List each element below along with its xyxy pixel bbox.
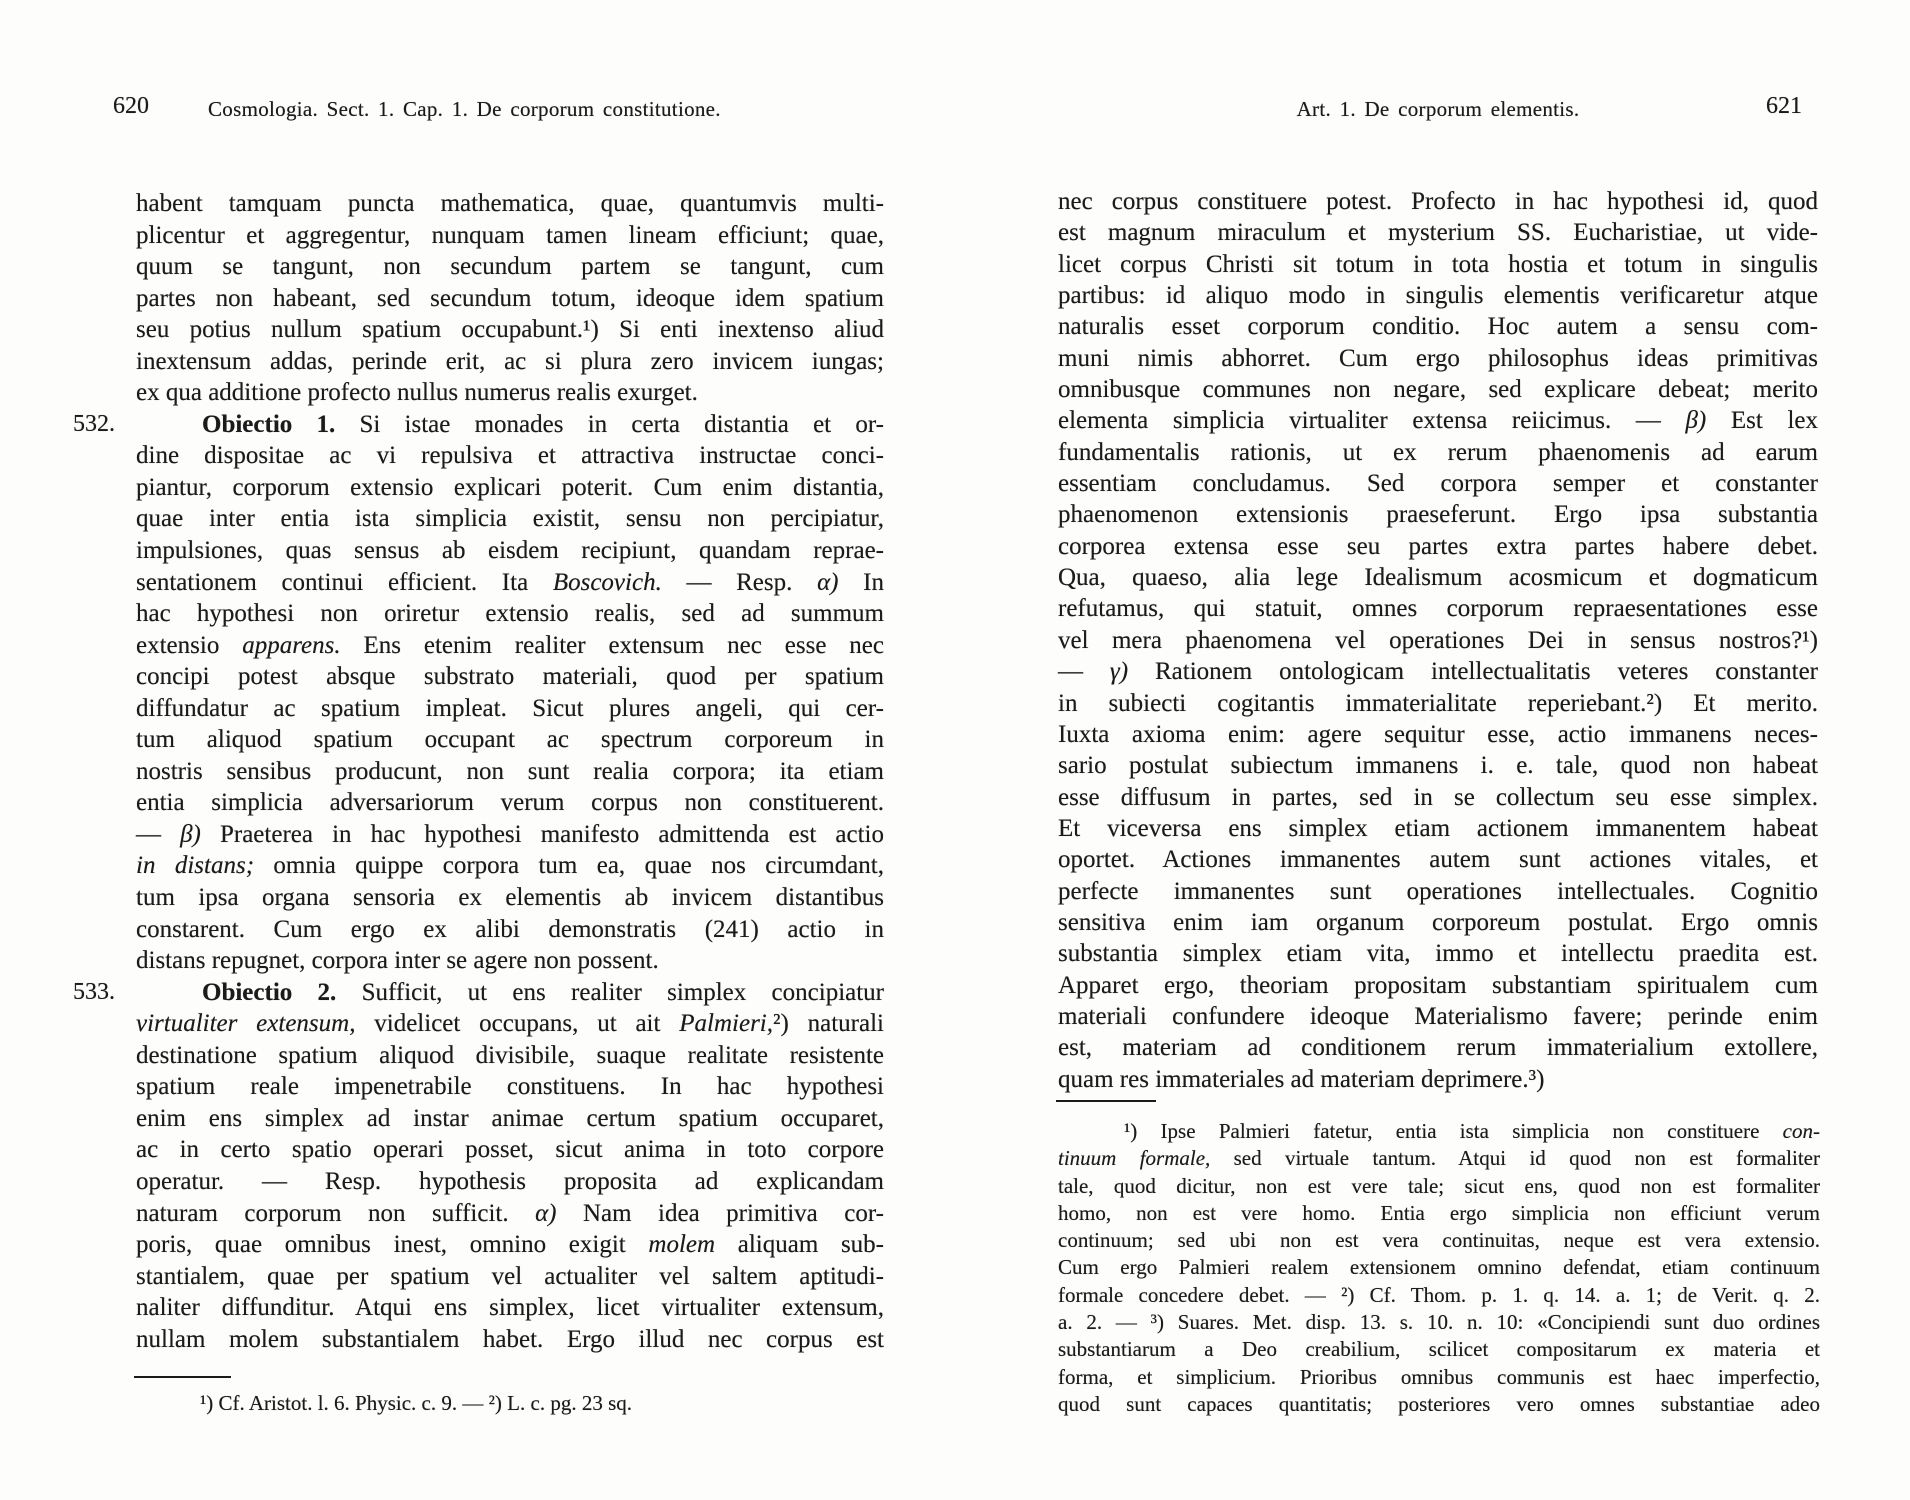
text-line (1058, 719, 1818, 750)
right-footnote (1058, 1118, 1820, 1418)
text-line (136, 409, 884, 441)
text-segment: concipi potest absque substrato materiali, quod per spatium (136, 663, 884, 691)
text-line (1058, 1200, 1820, 1227)
text-segment: elementa simplicia virtualiter extensa reiicimus. — (1058, 407, 1686, 435)
text-segment: habent tamquam puncta mathematica, quae, quantumvis multi- (136, 190, 884, 217)
text-segment: — (1058, 658, 1110, 686)
page-number-right: 621 (1766, 93, 1802, 119)
text-segment: naliter diffunditur. Atqui ens simplex, licet virtualiter extensum, (136, 1294, 884, 1322)
text-segment: in subiecti cogitantis immaterialitate reperiebant.²) Et merito. (1058, 689, 1818, 717)
text-segment: sario postulat subiectum immanens i. e. tale, quod non habeat (1058, 752, 1818, 780)
text-line (136, 1134, 884, 1166)
text-line (1058, 1254, 1820, 1281)
text-line (136, 914, 884, 946)
text-segment: naturam corporum non sufficit. (136, 1199, 536, 1227)
text-line (1058, 813, 1818, 844)
text-segment: nostris sensibus producunt, non sunt realia corpora; ita etiam (136, 757, 884, 785)
text-line (136, 472, 884, 504)
text-line (1058, 750, 1818, 781)
text-segment: ac in certo spatio operari posset, sicut anima in toto corpore (136, 1136, 884, 1164)
text-segment: Praeterea in hac hypothesi manifesto admittenda est actio (200, 820, 885, 848)
text-line (136, 724, 884, 756)
text-line (1058, 217, 1818, 248)
text-segment: In (838, 568, 885, 596)
text-segment: ²) naturali (773, 1010, 884, 1038)
text-segment: homo, non est vere homo. Entia ergo simplicia non efficiunt verum (1058, 1200, 1820, 1225)
text-line (1058, 405, 1818, 436)
text-line (136, 1324, 884, 1356)
text-line (136, 346, 884, 378)
text-segment: destinatione spatium aliquod divisibile, suaque realitate resistente (136, 1041, 884, 1069)
page-number-left: 620 (113, 93, 149, 119)
text-segment: Palmieri, (679, 1010, 773, 1038)
left-text-column (73, 188, 885, 1355)
text-segment: impulsiones, quas sensus ab eisdem recipiunt, quandam reprae- (136, 537, 884, 565)
text-segment: Rationem ontologicam intellectualitatis veteres constanter (1128, 658, 1818, 686)
text-line (1058, 688, 1818, 719)
margin-paragraph-number: 532. (73, 410, 115, 437)
text-line (1058, 1282, 1820, 1309)
text-segment: distans repugnet, corpora inter se agere non possent. (136, 947, 659, 975)
text-segment: essentiam concludamus. Sed corpora semper et constanter (1058, 470, 1818, 498)
left-footnote (136, 1390, 884, 1417)
text-segment: formale concedere debet. — ²) Cf. Thom. p. 1. q. 14. a. 1; de Verit. q. 2. (1058, 1282, 1820, 1307)
text-segment: refutamus, qui statuit, omnes corporum repraesentationes esse (1058, 595, 1818, 623)
text-line (136, 314, 884, 346)
text-segment: tale, quod dicitur, non est vere tale; sicut ens, quod non est formaliter (1058, 1173, 1820, 1198)
text-line (1058, 249, 1818, 280)
text-segment: quae inter entia ista simplicia existit, sensu non percipiatur, (136, 505, 884, 533)
text-line (136, 503, 884, 535)
text-line (136, 850, 884, 882)
text-line (1058, 1032, 1818, 1063)
text-line (136, 756, 884, 788)
text-segment: a. 2. — ³) Suares. Met. disp. 13. s. 10. n. 10: «Concipiendi sunt duo ordines (1058, 1310, 1820, 1335)
text-segment: piantur, corporum extensio explicari poterit. Cum enim distantia, (136, 473, 884, 501)
text-line (136, 1103, 884, 1135)
text-line (136, 440, 884, 472)
text-segment: virtualiter extensum, (136, 1010, 356, 1038)
text-line (136, 220, 884, 252)
text-segment: tum aliquod spatium occupant ac spectrum corporeum in (136, 726, 884, 754)
text-line (1058, 531, 1818, 562)
text-segment: con- (1782, 1119, 1820, 1143)
text-line (136, 1390, 884, 1417)
right-text-column (1058, 186, 1818, 1095)
text-line (1058, 1173, 1820, 1200)
margin-paragraph-number: 533. (73, 978, 115, 1005)
text-segment: γ) (1109, 658, 1129, 686)
text-segment: continuum; sed ubi non est vera continuitas, neque est vera extensio. (1058, 1228, 1820, 1253)
text-segment: phaenomenon extensionis praeseferunt. Ergo ipsa substantia (1058, 501, 1818, 529)
text-segment: forma, et simplicium. Prioribus omnibus communis est haec imperfectio, (1058, 1364, 1820, 1389)
text-segment: — Resp. (661, 568, 818, 596)
running-title-right: Art. 1. De corporum elementis. (1296, 97, 1580, 121)
text-segment: operatur. — Resp. hypothesis proposita ad explicandam (136, 1167, 884, 1195)
text-line (1058, 938, 1818, 969)
text-segment: muni nimis abhorret. Cum ergo philosophus ideas primitivas (1058, 344, 1818, 372)
text-line (1058, 1336, 1820, 1363)
text-segment: β) (1685, 407, 1707, 435)
text-segment: Cum ergo Palmieri realem extensionem omnino defendat, etiam continuum (1058, 1255, 1820, 1280)
text-segment: in distans; (136, 852, 255, 880)
text-segment: Et viceversa ens simplex etiam actionem immanentem habeat (1058, 814, 1818, 842)
text-segment: Apparet ergo, theoriam propositam substantiam spiritualem cum (1058, 971, 1818, 999)
text-line (136, 693, 884, 725)
text-line (136, 251, 884, 283)
text-segment: Obiectio 1. (202, 410, 336, 438)
text-line (1058, 186, 1818, 217)
text-line (1058, 907, 1818, 938)
text-line (1058, 562, 1818, 593)
text-segment: esse diffusum in partes, sed in se collectum seu esse simplex. (1058, 783, 1818, 811)
text-segment: substantia simplex etiam vita, immo et intellectu praedita est. (1058, 940, 1818, 968)
text-segment: spatium reale impenetrabile constituens. In hac hypothesi (136, 1073, 884, 1101)
text-line (136, 1071, 884, 1103)
text-segment: fundamentalis rationis, ut ex rerum phaenomenis ad earum (1058, 438, 1818, 466)
text-segment: ¹) Ipse Palmieri fatetur, entia ista simplicia non constituere (1124, 1119, 1783, 1143)
text-segment: oportet. Actiones immanentes autem sunt actiones vitales, et (1058, 846, 1818, 874)
text-segment: licet corpus Christi sit totum in tota hostia et totum in singulis (1058, 250, 1818, 278)
text-segment: tum ipsa organa sensoria ex elementis ab invicem distantibus (136, 884, 884, 912)
text-segment: est, materiam ad conditionem rerum immaterialium extollere, (1058, 1034, 1818, 1062)
text-line (1058, 1391, 1820, 1418)
text-segment: Iuxta axioma enim: agere sequitur esse, actio immanens neces- (1058, 720, 1818, 748)
text-line (1058, 1364, 1820, 1391)
text-line (136, 819, 884, 851)
text-segment: β) (180, 820, 201, 848)
text-segment: enim ens simplex ad instar animae certum spatium occuparet, (136, 1104, 884, 1132)
text-segment: hac hypothesi non oriretur extensio realis, sed ad summum (136, 600, 884, 628)
text-line (136, 1008, 884, 1040)
text-line (1058, 593, 1818, 624)
text-segment: quod sunt capaces quantitatis; posteriores vero omnes substantiae adeo (1058, 1391, 1820, 1416)
text-segment: substantiarum a Deo creabilium, scilicet compositarum ex materia et (1058, 1337, 1820, 1362)
text-segment: videlicet occupans, ut ait (355, 1010, 680, 1038)
text-segment: molem (648, 1231, 716, 1259)
text-segment: dine dispositae ac vi repulsiva et attractiva instructae conci- (136, 442, 884, 470)
text-line (1058, 1145, 1820, 1172)
text-line (1058, 656, 1818, 687)
text-line (1058, 437, 1818, 468)
text-line (1058, 970, 1818, 1001)
running-title-left: Cosmologia. Sect. 1. Cap. 1. De corporum constitutione. (208, 97, 721, 121)
text-segment: ¹) Cf. Aristot. l. 6. Physic. c. 9. — ²) L. c. pg. 23 sq. (200, 1391, 632, 1415)
text-segment: aliquam sub- (715, 1231, 884, 1259)
text-segment: apparens. (242, 631, 341, 659)
text-line (136, 535, 884, 567)
text-line (136, 1040, 884, 1072)
text-line (136, 188, 884, 220)
text-segment: entia simplicia adversariorum verum corpus non constituerent. (136, 789, 884, 817)
text-line (136, 787, 884, 819)
text-line (1058, 1227, 1820, 1254)
text-segment: Nam idea primitiva cor- (556, 1199, 884, 1227)
text-line (136, 945, 884, 977)
text-segment: poris, quae omnibus inest, omnino exigit (136, 1231, 649, 1259)
text-line (1058, 782, 1818, 813)
text-line (1058, 1001, 1818, 1032)
text-segment: perfecte immanentes sunt operationes intellectuales. Cognitio (1058, 877, 1818, 905)
text-line (1058, 1309, 1820, 1336)
text-segment: partes non habeant, sed secundum totum, ideoque idem spatium (136, 284, 884, 312)
text-line (136, 661, 884, 693)
footnote-rule-left (134, 1376, 231, 1378)
text-line (136, 377, 884, 409)
text-segment: Est lex (1706, 407, 1818, 435)
text-line (136, 598, 884, 630)
text-line (1058, 876, 1818, 907)
text-line (136, 1198, 884, 1230)
text-segment: stantialem, quae per spatium vel actualiter vel saltem aptitudi- (136, 1262, 884, 1290)
text-segment: — (136, 820, 181, 848)
text-segment: α) (817, 568, 839, 596)
footnote-rule-right (1056, 1100, 1156, 1102)
text-segment: quam res immateriales ad materiam deprimere.³) (1058, 1065, 1545, 1093)
text-segment: vel mera phaenomena vel operationes Dei in sensus nostros?¹) (1058, 626, 1818, 654)
text-segment: tinuum formale, (1058, 1146, 1211, 1171)
text-line (136, 1292, 884, 1324)
text-line (136, 1166, 884, 1198)
text-segment: Sufficit, ut ens realiter simplex concipiatur (336, 978, 885, 1006)
text-line (136, 567, 884, 599)
text-line (1058, 1118, 1820, 1145)
text-line (136, 283, 884, 315)
text-line (1058, 311, 1818, 342)
text-line (1058, 280, 1818, 311)
text-segment: constarent. Cum ergo ex alibi demonstratis (241) actio in (136, 915, 884, 943)
text-line (1058, 374, 1818, 405)
text-segment: sentationem continui efficient. Ita (136, 568, 553, 596)
text-segment: corporea extensa esse seu partes extra partes habere debet. (1058, 532, 1818, 560)
text-segment: omnibusque communes non negare, sed explicare debeat; merito (1058, 376, 1818, 404)
text-segment: nullam molem substantialem habet. Ergo illud nec corpus est (136, 1325, 884, 1353)
text-segment: quum se tangunt, non secundum partem se tangunt, cum (136, 253, 884, 281)
text-segment: inextensum addas, perinde erit, ac si plura zero invicem iungas; (136, 347, 884, 375)
text-segment: Si istae monades in certa distantia et or- (335, 410, 885, 438)
text-segment: sensitiva enim iam organum corporeum postulat. Ergo omnis (1058, 908, 1818, 936)
text-line (136, 1261, 884, 1293)
text-segment: est magnum miraculum et mysterium SS. Eucharistiae, ut vide- (1058, 219, 1818, 247)
text-line (136, 1229, 884, 1261)
text-segment: omnia quippe corpora tum ea, quae nos circumdant, (254, 852, 884, 880)
text-segment: Obiectio 2. (202, 978, 337, 1006)
text-segment: ex qua additione profecto nullus numerus realis exurget. (136, 379, 698, 407)
text-line (1058, 1064, 1818, 1095)
text-segment: extensio (136, 631, 243, 659)
text-segment: Boscovich. (552, 568, 662, 596)
text-line (1058, 468, 1818, 499)
text-segment: naturalis esset corporum conditio. Hoc autem a sensu com- (1058, 313, 1818, 341)
text-segment: Ens etenim realiter extensum nec esse nec (340, 631, 884, 659)
text-segment: plicentur et aggregentur, nunquam tamen lineam efficiunt; quae, (136, 221, 884, 249)
text-line (1058, 625, 1818, 656)
text-line (1058, 844, 1818, 875)
text-segment: Qua, quaeso, alia lege Idealismum acosmicum et dogmaticum (1058, 564, 1818, 592)
text-line (1058, 343, 1818, 374)
text-line (136, 977, 884, 1009)
text-segment: diffundatur ac spatium impleat. Sicut plures angeli, qui cer- (136, 694, 884, 722)
text-line (136, 630, 884, 662)
text-segment: sed virtuale tantum. Atqui id quod non est formaliter (1210, 1146, 1820, 1171)
text-segment: seu potius nullum spatium occupabunt.¹) Si enti inextenso aliud (136, 316, 884, 344)
text-segment: partibus: id aliquo modo in singulis elementis verificaretur atque (1058, 282, 1818, 310)
text-segment: α) (535, 1199, 557, 1227)
text-segment: materiali confundere ideoque Materialismo favere; perinde enim (1058, 1002, 1818, 1030)
text-line (136, 882, 884, 914)
text-segment: nec corpus constituere potest. Profecto in hac hypothesi id, quod (1058, 188, 1818, 215)
text-line (1058, 499, 1818, 530)
